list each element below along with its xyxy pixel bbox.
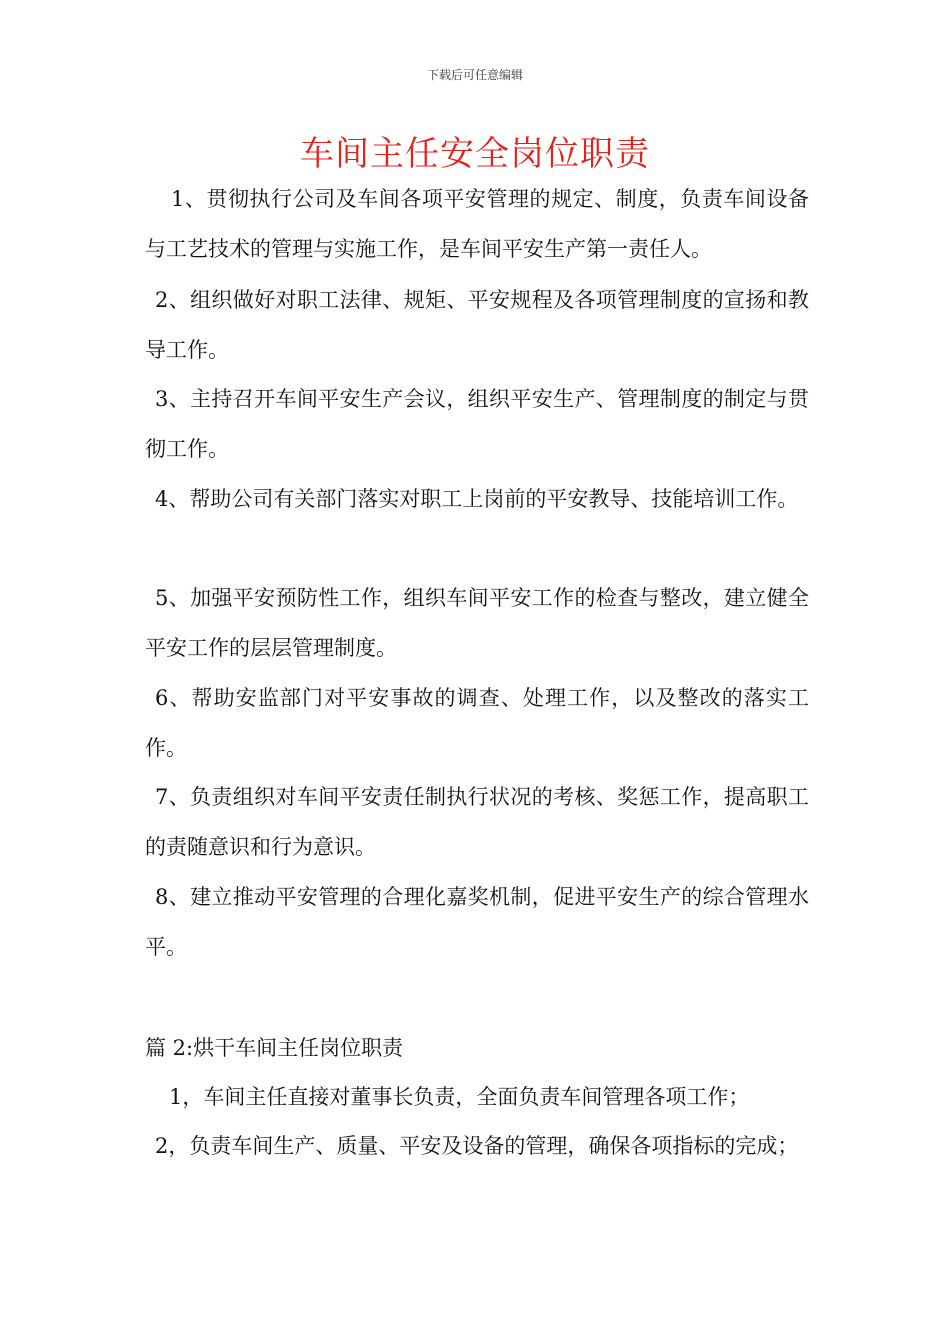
duty-item-8: 8、建立推动平安管理的合理化嘉奖机制，促进平安生产的综合管理水平。 (145, 885, 809, 959)
section-2-item-1: 1，车间主任直接对董事长负责，全面负责车间管理各项工作； (169, 1085, 750, 1109)
section-2-item-2: 2，负责车间生产、质量、平安及设备的管理，确保各项指标的完成； (155, 1134, 799, 1158)
duty-item-5: 5、加强平安预防性工作，组织车间平安工作的检查与整改，建立健全平安工作的层层管理制度。 (145, 586, 809, 660)
document-title: 车间主任安全岗位职责 (300, 134, 650, 174)
duty-item-4: 4、帮助公司有关部门落实对职工上岗前的平安教导、技能培训工作。 (155, 487, 799, 511)
section-2-heading: 篇 2:烘干车间主任岗位职责 (145, 1036, 404, 1060)
duty-item-1: 1、贯彻执行公司及车间各项平安管理的规定、制度，负责车间设备与工艺技术的管理与实施工作，是车间平安生产第一责任人。 (145, 187, 809, 261)
duty-item-6: 6、帮助安监部门对平安事故的调查、处理工作，以及整改的落实工作。 (145, 686, 809, 760)
duty-item-2: 2、组织做好对职工法律、规矩、平安规程及各项管理制度的宣扬和教导工作。 (145, 288, 809, 362)
header-note: 下载后可任意编辑 (426, 68, 523, 82)
duty-item-3: 3、主持召开车间平安生产会议，组织平安生产、管理制度的制定与贯彻工作。 (145, 387, 809, 461)
duty-item-7: 7、负责组织对车间平安责任制执行状况的考核、奖惩工作，提高职工的责随意识和行为意识。 (145, 785, 809, 859)
